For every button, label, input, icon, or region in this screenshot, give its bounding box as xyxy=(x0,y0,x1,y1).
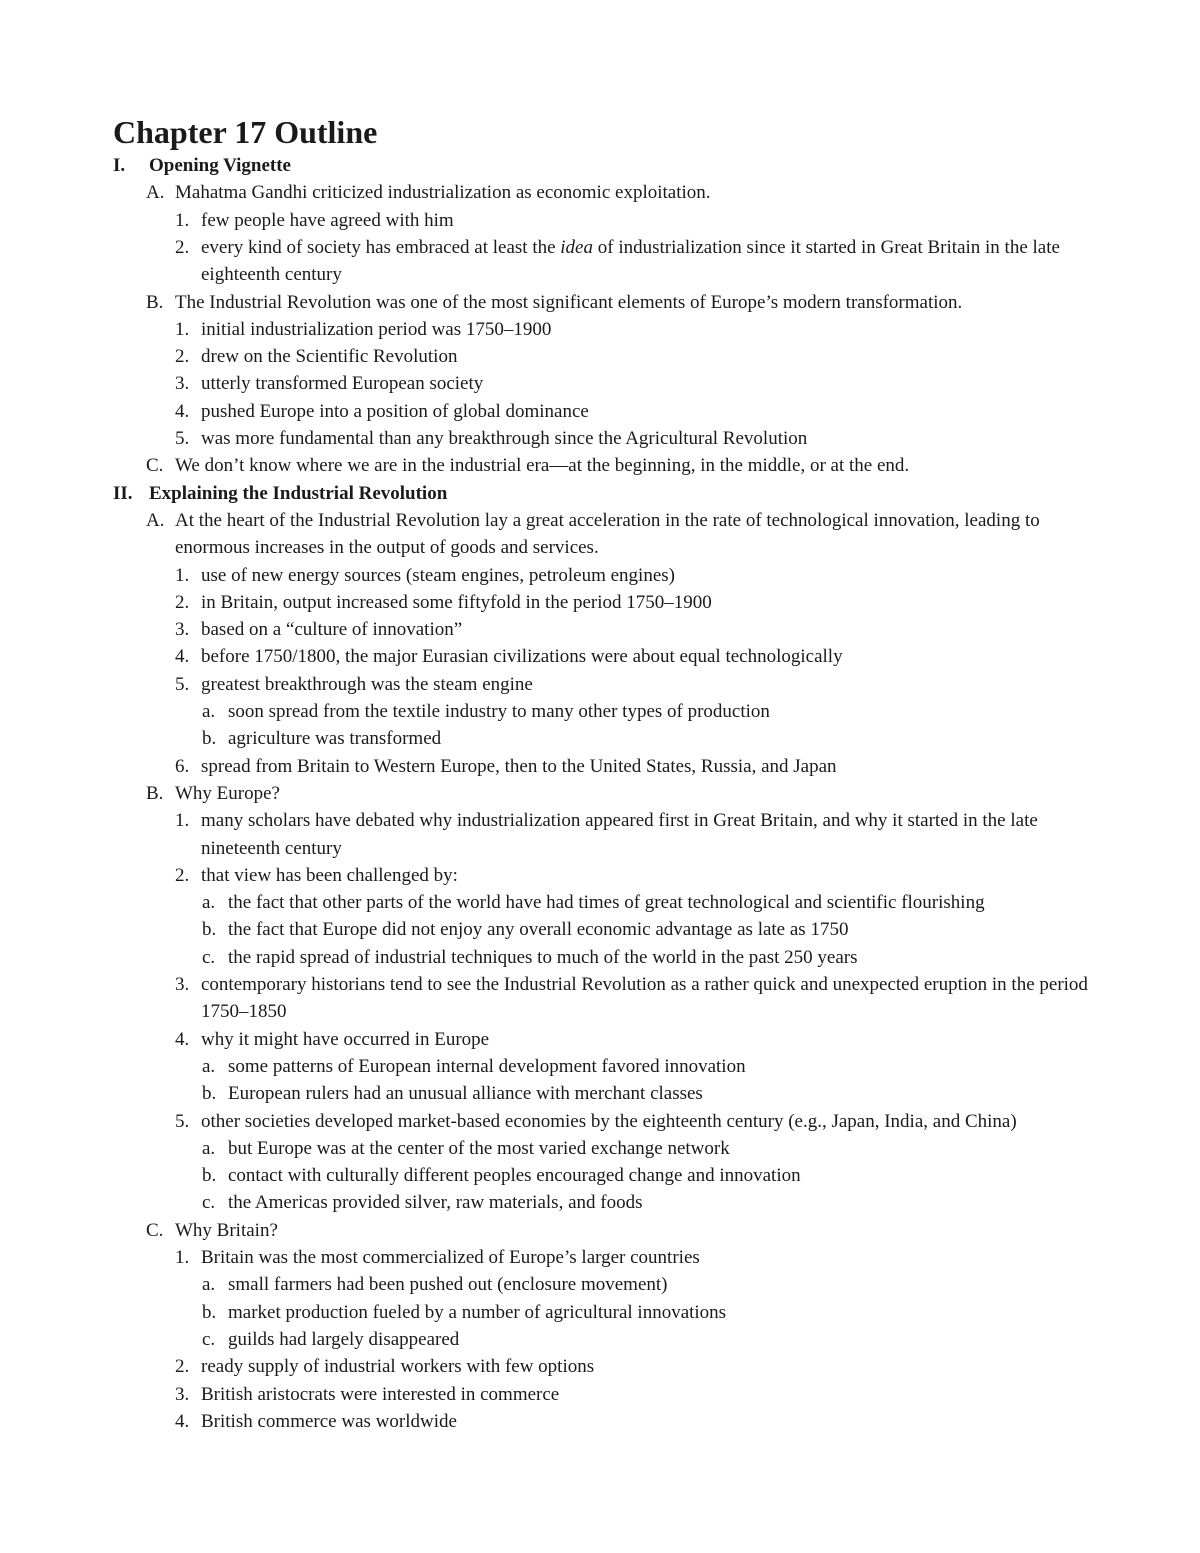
outline-text: pushed Europe into a position of global dominance xyxy=(201,400,589,422)
outline-subsection-cont xyxy=(0,534,1200,561)
outline-point xyxy=(0,616,1200,643)
outline-marker: I. xyxy=(113,155,126,176)
outline-marker: b. xyxy=(202,919,217,941)
outline-text: was more fundamental than any breakthrough since the Agricultural Revolution xyxy=(201,428,808,449)
outline-text: other societies developed market-based economies by the eighteenth century (e.g., Japan, India, and China) xyxy=(201,1110,1017,1132)
outline-subsection xyxy=(0,1217,1200,1244)
outline-text: Mahatma Gandhi criticized industrialization as economic exploitation. xyxy=(175,182,711,204)
outline-text: the fact that Europe did not enjoy any overall economic advantage as late as 1750 xyxy=(228,919,849,941)
outline-point xyxy=(0,234,1200,261)
outline-text: nineteenth century xyxy=(201,837,342,859)
outline-marker: 1. xyxy=(175,209,190,231)
outline-text: in Britain, output increased some fiftyfold in the period 1750–1900 xyxy=(201,591,712,613)
section-heading xyxy=(0,480,1200,507)
outline-text: contemporary historians tend to see the Industrial Revolution as a rather quick and unexpected eruption in the period xyxy=(201,974,1088,995)
outline-subpoint xyxy=(0,1299,1200,1326)
outline-text: utterly transformed European society xyxy=(201,373,484,395)
outline-marker: C. xyxy=(146,455,164,477)
section-heading xyxy=(0,152,1200,179)
outline-text: guilds had largely disappeared xyxy=(228,1328,460,1350)
outline-point xyxy=(0,316,1200,343)
outline-marker: 4. xyxy=(175,646,190,668)
outline-text: agriculture was transformed xyxy=(228,728,442,750)
outline-text: that view has been challenged by: xyxy=(201,864,458,886)
outline-text: 1750–1850 xyxy=(201,1001,287,1023)
outline-text: use of new energy sources (steam engines, petroleum engines) xyxy=(201,564,675,586)
outline-point xyxy=(0,971,1200,998)
outline-point xyxy=(0,343,1200,370)
outline-marker: c. xyxy=(202,1328,216,1350)
outline-point xyxy=(0,753,1200,780)
outline-marker: A. xyxy=(146,509,165,531)
outline-subpoint xyxy=(0,944,1200,971)
outline-point xyxy=(0,862,1200,889)
outline-text: The Industrial Revolution was one of the most significant elements of Europe’s modern transformation. xyxy=(175,291,963,313)
outline-point-cont xyxy=(0,998,1200,1025)
outline-marker: a. xyxy=(202,1055,216,1077)
outline-text: few people have agreed with him xyxy=(201,209,454,231)
outline-text: many scholars have debated why industrialization appeared first in Great Britain, and why it started in the late xyxy=(201,810,1038,832)
outline-text: British commerce was worldwide xyxy=(201,1410,457,1432)
outline-subpoint xyxy=(0,698,1200,725)
outline-point xyxy=(0,207,1200,234)
outline-marker: b. xyxy=(202,1165,217,1187)
outline-marker: a. xyxy=(202,1274,216,1296)
outline-point-cont xyxy=(0,835,1200,862)
outline-text: Opening Vignette xyxy=(149,155,291,176)
outline-subpoint xyxy=(0,1162,1200,1189)
outline-point-cont xyxy=(0,261,1200,288)
outline-subpoint xyxy=(0,1080,1200,1107)
outline-marker: 2. xyxy=(175,591,190,613)
outline-marker: 5. xyxy=(175,428,190,449)
outline-subpoint xyxy=(0,916,1200,943)
outline-marker: c. xyxy=(202,1192,216,1214)
outline-text: drew on the Scientific Revolution xyxy=(201,346,458,368)
outline-point xyxy=(0,807,1200,834)
outline-marker: c. xyxy=(202,946,216,968)
outline-subsection xyxy=(0,507,1200,534)
outline-point xyxy=(0,643,1200,670)
outline-marker: B. xyxy=(146,291,164,313)
outline-subpoint xyxy=(0,1326,1200,1353)
emphasis-text: idea xyxy=(560,236,593,258)
outline-point xyxy=(0,1108,1200,1135)
outline-marker: 5. xyxy=(175,673,190,695)
outline-point xyxy=(0,1381,1200,1408)
outline-marker: a. xyxy=(202,892,216,914)
outline-text: Why Britain? xyxy=(175,1219,278,1241)
outline-text: contact with culturally different peoples encouraged change and innovation xyxy=(228,1165,801,1187)
outline-marker: 1. xyxy=(175,564,190,586)
outline-text: initial industrialization period was 1750–1900 xyxy=(201,318,552,340)
outline-subpoint xyxy=(0,1271,1200,1298)
outline-point xyxy=(0,398,1200,425)
outline-point xyxy=(0,1244,1200,1271)
outline-text: British aristocrats were interested in commerce xyxy=(201,1383,560,1405)
outline-text: the rapid spread of industrial techniques to much of the world in the past 250 years xyxy=(228,946,858,968)
outline-text: before 1750/1800, the major Eurasian civilizations were about equal technologically xyxy=(201,646,843,668)
outline-marker: a. xyxy=(202,701,216,722)
outline-subsection xyxy=(0,179,1200,206)
page-title: Chapter 17 Outline xyxy=(113,114,378,150)
outline-text: spread from Britain to Western Europe, then to the United States, Russia, and Japan xyxy=(201,755,837,777)
outline-point xyxy=(0,425,1200,452)
outline-text: why it might have occurred in Europe xyxy=(201,1028,490,1050)
outline-text: market production fueled by a number of agricultural innovations xyxy=(228,1301,727,1323)
outline-marker: 4. xyxy=(175,1028,190,1050)
outline-subpoint xyxy=(0,889,1200,916)
outline-marker: b. xyxy=(202,1083,217,1105)
outline-subsection xyxy=(0,289,1200,316)
outline-marker: C. xyxy=(146,1219,164,1241)
outline-subsection xyxy=(0,780,1200,807)
outline-point xyxy=(0,1408,1200,1435)
outline-marker: 3. xyxy=(175,1383,190,1405)
outline-point xyxy=(0,562,1200,589)
outline-text: ready supply of industrial workers with few options xyxy=(201,1356,595,1378)
outline-text: every kind of society has embraced at least the idea of industrialization since it started in Great Britain in the late xyxy=(201,236,1060,258)
outline-marker: b. xyxy=(202,1301,217,1323)
outline-marker: II. xyxy=(113,482,133,504)
outline-marker: A. xyxy=(146,182,165,204)
outline-text: We don’t know where we are in the industrial era—at the beginning, in the middle, or at the end. xyxy=(175,455,910,477)
outline-subpoint xyxy=(0,1189,1200,1216)
outline-subsection xyxy=(0,452,1200,479)
outline-marker: a. xyxy=(202,1137,216,1159)
outline-subpoint xyxy=(0,1053,1200,1080)
outline-marker: 4. xyxy=(175,400,190,422)
outline-marker: 2. xyxy=(175,236,190,258)
outline-marker: b. xyxy=(202,728,217,750)
outline-point xyxy=(0,589,1200,616)
outline-marker: 2. xyxy=(175,864,190,886)
outline-text: Why Europe? xyxy=(175,782,280,804)
outline-text: but Europe was at the center of the most varied exchange network xyxy=(228,1137,730,1159)
outline-point xyxy=(0,1026,1200,1053)
outline-marker: 6. xyxy=(175,755,190,777)
outline-text: the fact that other parts of the world have had times of great technological and scientific flourishing xyxy=(228,892,985,914)
outline-text: enormous increases in the output of goods and services. xyxy=(175,537,599,559)
outline-marker: 3. xyxy=(175,373,190,395)
outline-text: Explaining the Industrial Revolution xyxy=(149,482,448,504)
outline-point xyxy=(0,1353,1200,1380)
outline-text: soon spread from the textile industry to many other types of production xyxy=(228,701,770,722)
outline-text: the Americas provided silver, raw materials, and foods xyxy=(228,1192,643,1214)
outline-text: based on a “culture of innovation” xyxy=(201,619,463,641)
outline-marker: 4. xyxy=(175,1410,190,1432)
outline-marker: B. xyxy=(146,782,164,804)
outline-text: some patterns of European internal development favored innovation xyxy=(228,1055,746,1077)
outline-marker: 1. xyxy=(175,810,190,832)
outline-subpoint xyxy=(0,1135,1200,1162)
outline-marker: 5. xyxy=(175,1110,190,1132)
outline-marker: 1. xyxy=(175,318,190,340)
outline-point xyxy=(0,370,1200,397)
outline-marker: 2. xyxy=(175,1356,190,1378)
outline-marker: 3. xyxy=(175,619,190,641)
outline-marker: 1. xyxy=(175,1247,190,1268)
outline-text: At the heart of the Industrial Revolution lay a great acceleration in the rate of technological innovation, leading to xyxy=(175,509,1040,531)
outline-subpoint xyxy=(0,725,1200,752)
outline-marker: 3. xyxy=(175,974,190,995)
outline-point xyxy=(0,671,1200,698)
outline-text: small farmers had been pushed out (enclosure movement) xyxy=(228,1274,668,1296)
outline-text: European rulers had an unusual alliance with merchant classes xyxy=(228,1083,703,1105)
outline-text: eighteenth century xyxy=(201,264,342,286)
outline-marker: 2. xyxy=(175,346,190,368)
outline-text: greatest breakthrough was the steam engine xyxy=(201,673,533,695)
outline-text: Britain was the most commercialized of Europe’s larger countries xyxy=(201,1247,700,1268)
